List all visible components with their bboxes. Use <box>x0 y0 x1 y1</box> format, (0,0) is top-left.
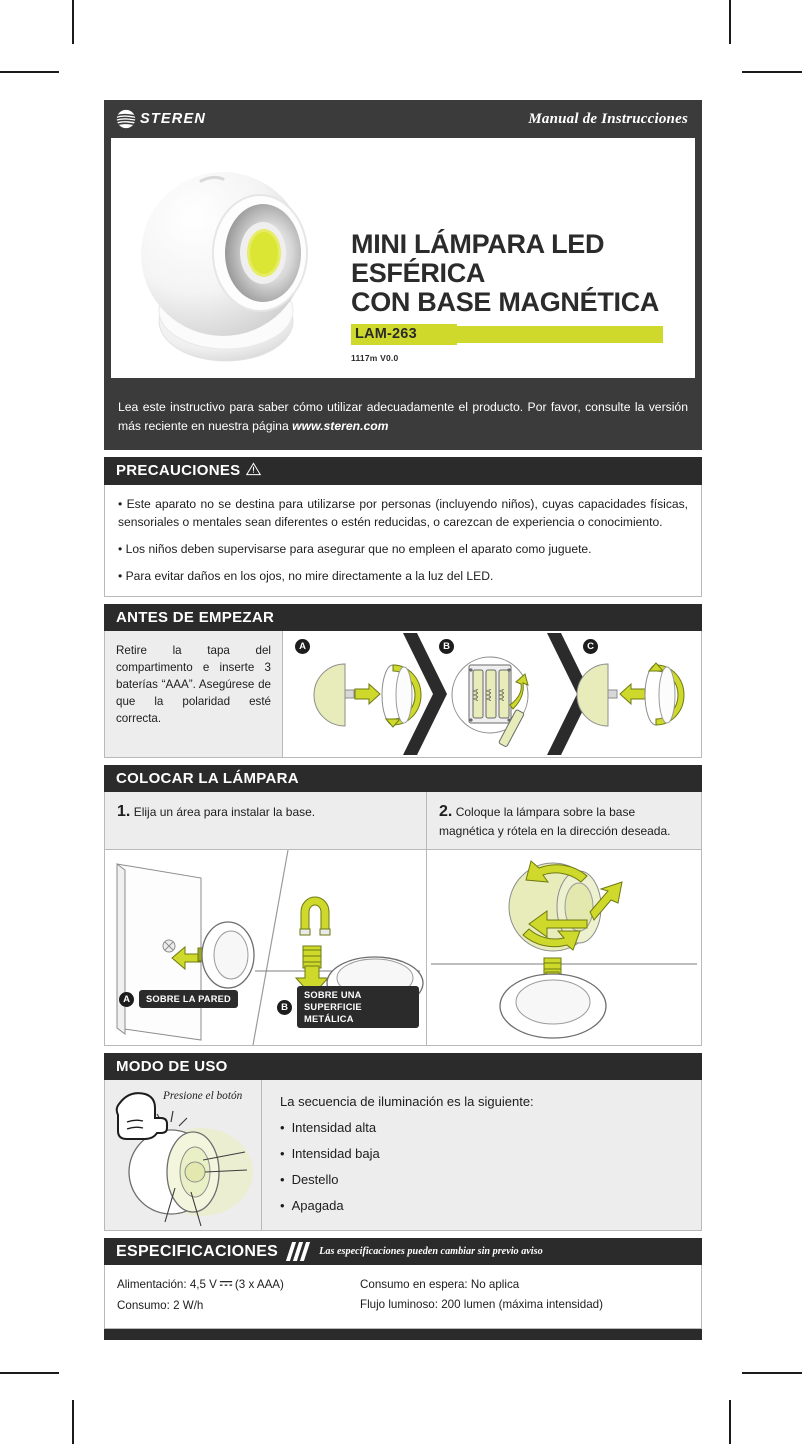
precaucion-item: • Para evitar daños en los ojos, no mire directamente a la luz del LED. <box>118 569 494 584</box>
mounting-illustration <box>105 850 427 1045</box>
svg-text:AAA: AAA <box>487 689 493 702</box>
sequence-list <box>280 1120 701 1213</box>
crop-mark-bottom-right <box>729 1400 731 1444</box>
spec-value: No aplica <box>470 1278 520 1292</box>
colocar-illustrations <box>105 850 701 1045</box>
sequence-item: • Apagada <box>280 1198 701 1213</box>
tag-sobre-la-pared <box>119 990 238 1008</box>
steren-logo <box>116 109 206 129</box>
spec-value-suffix: (3 x AAA) <box>234 1278 284 1292</box>
step-1-number: 1. <box>117 803 131 821</box>
tag-b-label: SOBRE UNA SUPERFICIE METÁLICA <box>297 986 419 1028</box>
colocar-body <box>104 792 702 1046</box>
crop-mark-top-left <box>72 0 74 44</box>
svg-text:AAA: AAA <box>474 689 480 702</box>
model-number: LAM-263 <box>351 324 457 345</box>
product-title-line1: MINI LÁMPARA LED ESFÉRICA <box>351 229 605 289</box>
crop-mark-left-bottom <box>0 1372 59 1374</box>
section-title-antes-de-empezar <box>104 604 702 631</box>
colocar-label: COLOCAR LA LÁMPARA <box>116 770 299 788</box>
section-title-especificaciones <box>104 1238 702 1265</box>
modo-body <box>104 1080 702 1231</box>
battery-install-diagrams <box>283 631 701 757</box>
crop-mark-bottom-left <box>72 1400 74 1444</box>
dc-current-icon <box>219 1275 233 1295</box>
sequence-lead: La secuencia de iluminación es la siguiente: <box>280 1094 534 1110</box>
tag-a-label: SOBRE LA PARED <box>139 990 238 1008</box>
section-title-precauciones <box>104 457 702 485</box>
hero-text <box>351 230 677 363</box>
especificaciones-body <box>104 1265 702 1329</box>
page-header <box>104 100 702 138</box>
steren-website[interactable]: www.steren.com <box>292 418 389 433</box>
tag-b-letter: B <box>277 1000 292 1015</box>
step-1-text: Elija un área para instalar la base. <box>133 805 316 820</box>
product-title-line2: CON BASE MAGNÉTICA <box>351 287 660 318</box>
precaucion-item: • Este aparato no se destina para utilizarse por personas (incluyendo niños), cuyas capacidades físicas, sensoriales o mentales sean diferentes o estén reducidas, o carezcan de experiencia o conocimiento. <box>118 496 688 529</box>
tag-sobre-superficie-metalica <box>277 986 419 1028</box>
product-photo <box>123 146 343 374</box>
sequence-item: • Intensidad baja <box>280 1146 701 1161</box>
battery-steps-svg <box>283 631 701 757</box>
step-2-text: Coloque la lámpara sobre la base magnética y rótela en la dirección deseada. <box>439 805 671 838</box>
spec-value: 4,5 V <box>189 1278 217 1292</box>
footer-bar <box>104 1329 702 1340</box>
sequence-item: • Destello <box>280 1172 701 1187</box>
read-notice <box>104 385 702 450</box>
spec-row-flujo-luminoso <box>360 1295 701 1315</box>
especificaciones-note: Las especificaciones pueden cambiar sin previo aviso <box>319 1246 543 1258</box>
especificaciones-label: ESPECIFICACIONES <box>116 1242 279 1260</box>
specs-column-left <box>105 1275 360 1316</box>
spec-label: Flujo luminoso: <box>360 1298 438 1312</box>
spec-label: Alimentación: <box>117 1278 187 1292</box>
modo-text <box>262 1080 701 1230</box>
step-badge-c: C <box>583 639 598 654</box>
svg-text:AAA: AAA <box>500 689 506 702</box>
rotation-illustration <box>427 850 701 1045</box>
steren-globe-icon <box>116 109 136 129</box>
precauciones-body <box>104 485 702 598</box>
step-badge-a: A <box>295 639 310 654</box>
model-row <box>351 326 677 346</box>
spec-row-consumo <box>117 1296 360 1316</box>
version-code: 1117m V0.0 <box>351 353 399 364</box>
spec-row-consumo-espera <box>360 1275 701 1295</box>
warning-triangle-icon <box>246 462 261 480</box>
tag-a-letter: A <box>119 992 134 1007</box>
product-title <box>351 230 677 317</box>
colocar-step-2 <box>427 792 701 849</box>
press-button-caption: Presione el botón <box>163 1090 243 1103</box>
precaucion-item: • Los niños deben supervisarse para asegurar que no empleen el aparato como juguete. <box>118 542 592 557</box>
colocar-step-1 <box>105 792 427 849</box>
spec-value: 200 lumen (máxima intensidad) <box>441 1298 603 1312</box>
section-title-modo-de-uso <box>104 1053 702 1080</box>
instruction-manual-page <box>104 100 702 1344</box>
specs-column-right <box>360 1275 701 1316</box>
rotation-svg <box>427 850 701 1045</box>
press-button-illustration <box>105 1080 262 1230</box>
crop-mark-left-top <box>0 71 59 73</box>
precauciones-label: PRECAUCIONES <box>116 462 241 480</box>
brand-name: STEREN <box>140 111 207 127</box>
hero-panel <box>104 138 702 385</box>
step-badge-b: B <box>439 639 454 654</box>
spec-row-alimentacion <box>117 1275 360 1295</box>
manual-label: Manual de Instrucciones <box>528 110 688 127</box>
spec-label: Consumo: <box>117 1298 170 1312</box>
crop-mark-top-right <box>729 0 731 44</box>
notice-text: Lea este instructivo para saber cómo utilizar adecuadamente el producto. Por favor, consulte la versión más reciente en nuestra página <box>118 400 688 433</box>
antes-instruction: Retire la tapa del compartimento e inserte 3 baterías “AAA”. Asegúrese de que la polaridad esté correcta. <box>105 631 283 757</box>
sequence-item: • Intensidad alta <box>280 1120 701 1135</box>
spec-label: Consumo en espera: <box>360 1278 468 1292</box>
colocar-steps <box>105 792 701 850</box>
spec-value: 2 W/h <box>173 1298 204 1312</box>
press-button-svg <box>105 1080 261 1230</box>
antes-body <box>104 631 702 758</box>
section-title-colocar-la-lampara <box>104 765 702 792</box>
modo-row <box>105 1080 701 1230</box>
modo-label: MODO DE USO <box>116 1058 228 1076</box>
crop-mark-right-top <box>742 71 802 73</box>
slash-divider-icon <box>289 1242 310 1261</box>
antes-row <box>105 631 701 757</box>
antes-label: ANTES DE EMPEZAR <box>116 609 275 627</box>
crop-mark-right-bottom <box>742 1372 802 1374</box>
step-2-number: 2. <box>439 803 453 821</box>
